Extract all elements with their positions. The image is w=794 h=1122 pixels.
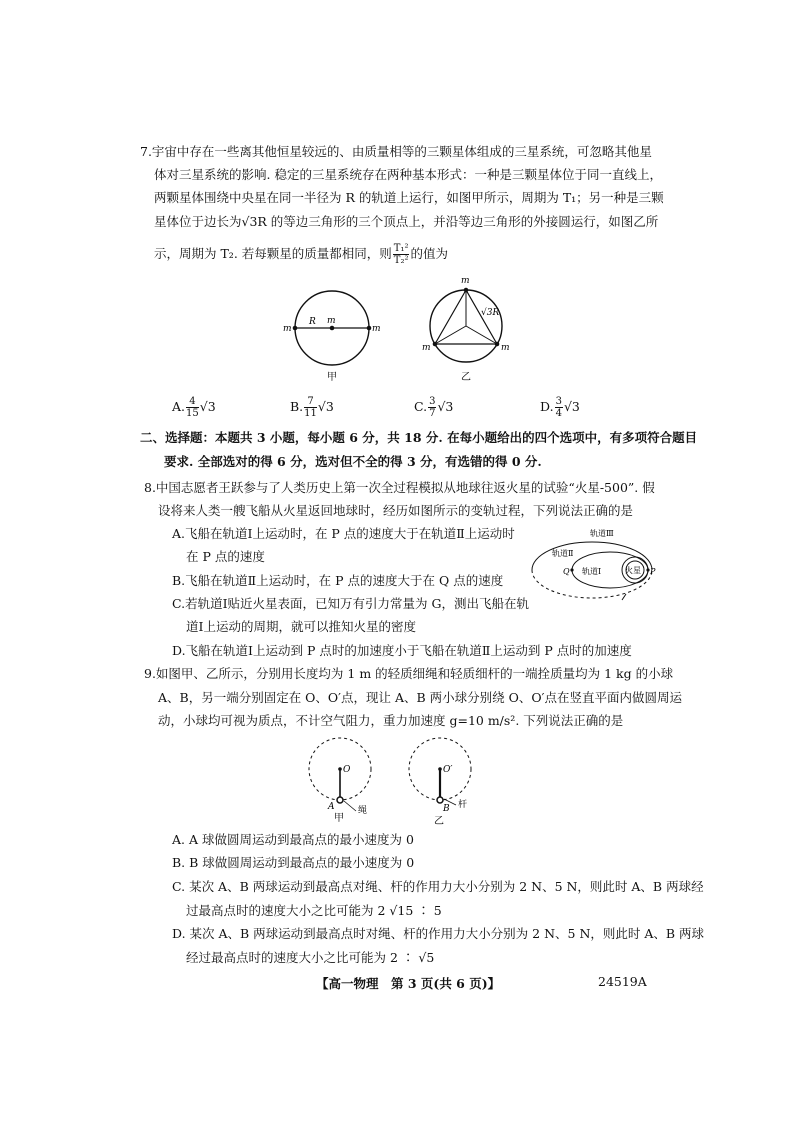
q7b-caption: 乙	[461, 372, 471, 383]
q9b-ball	[437, 797, 443, 803]
q9-figure-b	[400, 735, 490, 829]
q7b-side-label: √3R	[481, 308, 500, 318]
q8-option-c-line-2: 道Ⅰ上运动的周期，就可以推知火星的密度	[186, 619, 416, 634]
q7-option-d-root: √3	[563, 399, 580, 414]
q7b-m-left: m	[422, 343, 431, 353]
q7a-m-center: m	[327, 316, 336, 326]
q7a-caption: 甲	[327, 372, 337, 382]
q7a-star-center	[330, 326, 335, 331]
q7-option-c-letter: C.	[414, 399, 428, 414]
q7a-radius-label: R	[309, 317, 316, 327]
q9a-pivot	[338, 767, 342, 771]
q7-option-b	[290, 396, 334, 419]
q7-option-b-letter: B.	[290, 399, 304, 414]
q8-line-2: 设将来人类一艘飞船从火星返回地球时，经历如图所示的变轨过程，下列说法正确的是	[158, 503, 634, 518]
q7-line-4: 星体位于边长为√3R 的等边三角形的三个顶点上，并沿等边三角形的外接圆运行，如图乙所	[154, 214, 659, 229]
q7-option-b-num: 7	[304, 396, 317, 408]
q7-option-d-fraction	[555, 396, 563, 419]
section2-header-line-2: 要求. 全部选对的得 6 分，选对但不全的得 3 分，有选错的得 0 分.	[164, 454, 542, 469]
q9a-caption: 甲	[334, 813, 344, 824]
q7-option-d-den: 4	[555, 408, 562, 419]
q9b-o-label: O′	[443, 765, 453, 775]
exam-code: 24519A	[598, 974, 647, 989]
q9-option-b: B. B 球做圆周运动到最高点的最小速度为 0	[172, 855, 415, 870]
q7-figure-b	[420, 270, 520, 384]
page-footer: 【高一物理 第 3 页(共 6 页)】	[316, 976, 501, 991]
q9-line-1: 9.如图甲、乙所示，分别用长度均为 1 m 的轻质细绳和轻质细杆的一端拴质量均为 1 kg 的小球	[144, 666, 674, 681]
q7-figure-a	[280, 278, 384, 382]
q7-line-5	[154, 243, 448, 266]
q7a-star-right	[367, 326, 372, 331]
q9-option-d-line-1: D. 某次 A、B 两球运动到最高点时对绳、杆的作用力大小分别为 2 N、5 N，则此时 A、B 两球	[172, 926, 705, 941]
q7-option-c-fraction	[428, 396, 436, 419]
q7-ratio-num: T₁²	[393, 243, 409, 254]
q8-orbit2-label: 轨道Ⅱ	[552, 549, 574, 558]
q9-option-d-line-2: 经过最高点时的速度大小之比可能为 2 ∶ √5	[186, 950, 435, 965]
q9-figure-a	[300, 735, 390, 825]
q7-option-a-fraction	[186, 396, 199, 419]
q7-option-c-root: √3	[437, 399, 454, 414]
q8-q-label: Q	[563, 567, 570, 576]
q8-option-b: B.飞船在轨道Ⅱ上运动时，在 P 点的速度大于在 Q 点的速度	[172, 573, 504, 588]
q7a-m-right: m	[372, 324, 381, 334]
q8-option-d: D.飞船在轨道Ⅰ上运动到 P 点时的加速度小于飞船在轨道Ⅱ上运动到 P 点时的加速度	[172, 643, 632, 658]
q7a-m-left: m	[283, 324, 292, 334]
q7-option-d-letter: D.	[540, 399, 554, 414]
q7-option-d-num: 3	[555, 396, 562, 407]
q7-option-a	[172, 396, 216, 419]
q7a-star-left	[293, 326, 298, 331]
q7-ratio-tail: 的值为	[410, 246, 448, 261]
section2-header-line-1: 二、选择题：本题共 3 小题，每小题 6 分，共 18 分. 在每小题给出的四个选项中，有多项符合题目	[140, 430, 698, 445]
q7-option-b-den: 11	[304, 408, 317, 419]
q7b-m-top: m	[461, 276, 470, 286]
q8-point-q	[570, 568, 573, 571]
q8-option-a-line-1: A.飞船在轨道Ⅰ上运动时，在 P 点的速度大于在轨道Ⅱ上运动时	[172, 526, 515, 541]
q8-orbit3-label: 轨道Ⅲ	[590, 529, 614, 538]
q9b-caption: 乙	[434, 816, 444, 827]
q7-ratio-fraction	[393, 243, 410, 266]
q7-option-c-den: 7	[429, 408, 436, 419]
q9-line-2: A、B，另一端分别固定在 O、O′点，现让 A、B 两小球分别绕 O、O′点在竖直平面内做圆周运	[158, 690, 682, 705]
q7-line-2: 体对三星系统的影响. 稳定的三星系统存在两种基本形式：一种是三颗星体位于同一直线上，	[154, 167, 662, 182]
q7-option-b-root: √3	[317, 399, 334, 414]
q7-option-a-root: √3	[199, 399, 216, 414]
q7-option-c	[414, 396, 453, 419]
q9a-a-label: A	[328, 802, 335, 812]
q7-option-c-num: 3	[429, 396, 436, 407]
q9-option-c-line-1: C. 某次 A、B 两球运动到最高点对绳、杆的作用力大小分别为 2 N、5 N，则此时 A、B 两球经	[172, 879, 704, 894]
q7b-m-right: m	[501, 343, 510, 353]
q9-option-c-line-2: 过最高点时的速度大小之比可能为 2 √15 ∶ 5	[186, 903, 442, 918]
q8-mars-label: 火星	[625, 566, 641, 575]
q9-line-3: 动，小球均可视为质点，不计空气阻力，重力加速度 g=10 m/s². 下列说法正确的是	[158, 713, 624, 728]
q7-ratio-den: T₂²	[393, 255, 409, 266]
q9a-ball	[337, 797, 343, 803]
q7-line-3: 两颗星体围绕中央星在同一半径为 R 的轨道上运行，如图甲所示，周期为 T₁；另一种是三颗	[154, 190, 664, 205]
q8-direction-arrow	[622, 594, 626, 600]
q9b-pivot	[438, 767, 442, 771]
q7-option-a-letter: A.	[172, 399, 186, 414]
q9-option-a: A. A 球做圆周运动到最高点的最小速度为 0	[172, 832, 414, 847]
q9b-rod-label: 杆	[458, 800, 468, 810]
q8-line-1: 8.中国志愿者王跃参与了人类历史上第一次全过程模拟从地球往返火星的试验“火星-500”. 假	[144, 480, 655, 495]
q8-option-c-line-1: C.若轨道Ⅰ贴近火星表面，已知万有引力常量为 G，测出飞船在轨	[172, 596, 529, 611]
q8-orbit1-label: 轨道Ⅰ	[582, 567, 602, 576]
q8-p-label: P	[650, 567, 656, 576]
q7b-star-top	[464, 288, 469, 293]
q7-option-a-den: 15	[186, 408, 199, 419]
q7-line-5-text: 示，周期为 T₂. 若每颗星的质量都相同，则	[154, 246, 392, 261]
q7-option-b-fraction	[304, 396, 317, 419]
q7-option-d	[540, 396, 580, 419]
q9a-rope-label: 绳	[358, 806, 368, 816]
q9a-o-label: O	[343, 765, 351, 775]
q7-option-a-num: 4	[186, 396, 199, 408]
q7b-star-right	[495, 342, 500, 347]
q9a-leader	[344, 801, 356, 811]
q7-line-1: 7.宇宙中存在一些离其他恒星较远的、由质量相等的三颗星体组成的三星系统，可忽略其他星	[140, 144, 652, 159]
q8-orbit-figure	[530, 520, 660, 604]
q7b-star-left	[433, 342, 438, 347]
q9b-b-label: B	[443, 804, 450, 814]
q8-option-a-line-2: 在 P 点的速度	[186, 549, 265, 564]
